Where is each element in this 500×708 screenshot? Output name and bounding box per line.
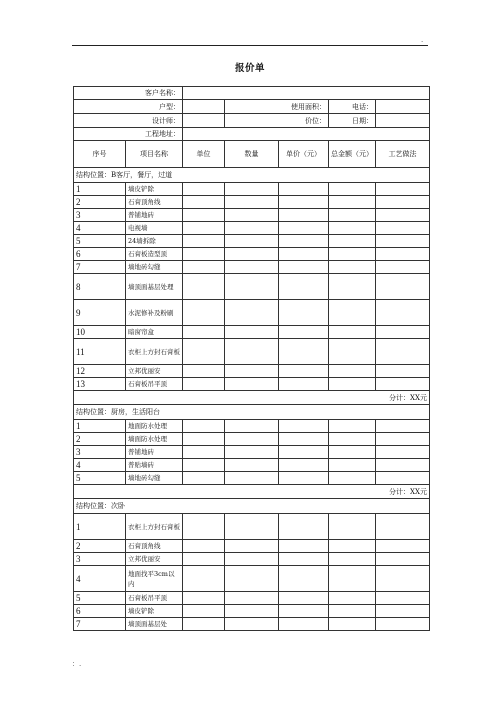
- row-unit-price-cell[interactable]: [279, 209, 329, 222]
- designer-label: 设计师：: [74, 114, 183, 128]
- address-label: 工程地址：: [74, 128, 183, 141]
- row-unit-cell[interactable]: [183, 420, 225, 433]
- row-process-cell[interactable]: [376, 446, 430, 459]
- row-item-name: 24墙拆除: [126, 235, 183, 248]
- row-qty-cell[interactable]: [225, 209, 279, 222]
- row-unit-price-cell[interactable]: [279, 618, 329, 631]
- row-number: 4: [74, 459, 126, 472]
- row-qty-cell[interactable]: [225, 514, 279, 540]
- row-qty-cell[interactable]: [225, 235, 279, 248]
- row-unit-cell[interactable]: [183, 274, 225, 300]
- table-row: [74, 300, 430, 326]
- row-total-cell[interactable]: [329, 378, 376, 391]
- row-unit-cell[interactable]: [183, 209, 225, 222]
- col-header-no: 序号: [74, 141, 126, 168]
- row-number: 2: [74, 196, 126, 209]
- row-process-cell[interactable]: [376, 378, 430, 391]
- row-unit-price-cell[interactable]: [279, 472, 329, 485]
- phone-value[interactable]: [376, 100, 430, 114]
- row-unit-price-cell[interactable]: [279, 592, 329, 605]
- footer-corner-mark: ：.: [72, 660, 82, 668]
- row-number: 3: [74, 446, 126, 459]
- row-unit-cell[interactable]: [183, 459, 225, 472]
- row-total-cell[interactable]: [329, 618, 376, 631]
- quotation-table: [73, 86, 430, 631]
- row-total-cell[interactable]: [329, 365, 376, 378]
- row-process-cell[interactable]: [376, 420, 430, 433]
- quotation-table-body: [74, 87, 430, 631]
- phone-label: 电话：: [329, 100, 376, 114]
- row-unit-price-cell[interactable]: [279, 605, 329, 618]
- row-unit-price-cell[interactable]: [279, 433, 329, 446]
- row-number: 1: [74, 420, 126, 433]
- row-process-cell[interactable]: [376, 472, 430, 485]
- row-total-cell[interactable]: [329, 235, 376, 248]
- subtotal-row: [74, 485, 430, 499]
- document-title: 报价单: [234, 63, 265, 74]
- col-header-unit: 单位: [183, 141, 225, 168]
- row-unit-cell[interactable]: [183, 300, 225, 326]
- row-process-cell[interactable]: [376, 566, 430, 592]
- row-qty-cell[interactable]: [225, 420, 279, 433]
- row-process-cell[interactable]: [376, 540, 430, 553]
- row-item-name: 电视墙: [126, 222, 183, 235]
- table-row: [74, 326, 430, 339]
- row-total-cell[interactable]: [329, 326, 376, 339]
- row-total-cell[interactable]: [329, 420, 376, 433]
- row-unit-price-cell[interactable]: [279, 326, 329, 339]
- row-qty-cell[interactable]: [225, 196, 279, 209]
- table-row: [74, 183, 430, 196]
- row-process-cell[interactable]: [376, 459, 430, 472]
- row-unit-cell[interactable]: [183, 248, 225, 261]
- row-item-name: 普铺地砖: [126, 446, 183, 459]
- info-row-customer: [74, 87, 430, 100]
- row-item-name: 地面找平3cm以内: [126, 566, 183, 592]
- row-number: 12: [74, 365, 126, 378]
- row-unit-price-cell[interactable]: [279, 274, 329, 300]
- row-unit-price-cell[interactable]: [279, 378, 329, 391]
- row-number: 4: [74, 222, 126, 235]
- table-row: [74, 446, 430, 459]
- section-label: 结构位置：厨房，生活阳台: [74, 405, 430, 420]
- row-process-cell[interactable]: [376, 553, 430, 566]
- row-number: 5: [74, 592, 126, 605]
- table-row: [74, 365, 430, 378]
- row-qty-cell[interactable]: [225, 378, 279, 391]
- column-header-row: [74, 141, 430, 168]
- row-item-name: 衣柜上方封石膏板: [126, 514, 183, 540]
- table-row: [74, 222, 430, 235]
- house-type-label: 户型：: [74, 100, 183, 114]
- info-row-designer: [74, 114, 430, 128]
- row-unit-cell[interactable]: [183, 183, 225, 196]
- row-item-name: 水泥修补及粉刷: [126, 300, 183, 326]
- row-process-cell[interactable]: [376, 274, 430, 300]
- row-item-name: 石膏板吊平顶: [126, 592, 183, 605]
- row-number: 7: [74, 261, 126, 274]
- row-number: 3: [74, 553, 126, 566]
- row-number: 6: [74, 248, 126, 261]
- row-unit-price-cell[interactable]: [279, 222, 329, 235]
- row-total-cell[interactable]: [329, 566, 376, 592]
- row-unit-cell[interactable]: [183, 433, 225, 446]
- row-item-name: 墙地砖勾缝: [126, 261, 183, 274]
- row-total-cell[interactable]: [329, 540, 376, 553]
- row-unit-cell[interactable]: [183, 566, 225, 592]
- row-process-cell[interactable]: [376, 209, 430, 222]
- table-row: [74, 261, 430, 274]
- table-row: [74, 274, 430, 300]
- table-row: [74, 433, 430, 446]
- row-qty-cell[interactable]: [225, 459, 279, 472]
- row-unit-cell[interactable]: [183, 618, 225, 631]
- row-total-cell[interactable]: [329, 459, 376, 472]
- table-row: [74, 196, 430, 209]
- row-qty-cell[interactable]: [225, 183, 279, 196]
- row-total-cell[interactable]: [329, 261, 376, 274]
- row-total-cell[interactable]: [329, 592, 376, 605]
- table-row: [74, 514, 430, 540]
- row-item-name: 地面防水处理: [126, 420, 183, 433]
- row-unit-cell[interactable]: [183, 540, 225, 553]
- table-row: [74, 248, 430, 261]
- row-unit-cell[interactable]: [183, 222, 225, 235]
- col-header-unit-price: 单价（元）: [279, 141, 329, 168]
- row-number: 8: [74, 274, 126, 300]
- row-unit-price-cell[interactable]: [279, 514, 329, 540]
- row-unit-cell[interactable]: [183, 605, 225, 618]
- customer-value[interactable]: [183, 87, 430, 100]
- row-number: 4: [74, 566, 126, 592]
- row-unit-cell[interactable]: [183, 514, 225, 540]
- row-total-cell[interactable]: [329, 553, 376, 566]
- row-number: 10: [74, 326, 126, 339]
- row-number: 1: [74, 183, 126, 196]
- row-qty-cell[interactable]: [225, 300, 279, 326]
- row-item-name: 普铺地砖: [126, 209, 183, 222]
- table-row: [74, 618, 430, 631]
- row-qty-cell[interactable]: [225, 261, 279, 274]
- row-item-name: 石膏板造型顶: [126, 248, 183, 261]
- row-qty-cell[interactable]: [225, 222, 279, 235]
- row-unit-cell[interactable]: [183, 339, 225, 365]
- row-item-name: 暗窗帘盒: [126, 326, 183, 339]
- row-qty-cell[interactable]: [225, 618, 279, 631]
- row-qty-cell[interactable]: [225, 472, 279, 485]
- row-qty-cell[interactable]: [225, 433, 279, 446]
- row-total-cell[interactable]: [329, 274, 376, 300]
- row-item-name: 墙面防水处理: [126, 433, 183, 446]
- row-item-name: 墙皮铲除: [126, 605, 183, 618]
- row-process-cell[interactable]: [376, 222, 430, 235]
- row-process-cell[interactable]: [376, 514, 430, 540]
- section-row: [74, 499, 430, 514]
- row-total-cell[interactable]: [329, 248, 376, 261]
- house-type-value[interactable]: [183, 100, 225, 114]
- info-row-house: [74, 100, 430, 114]
- row-number: 7: [74, 618, 126, 631]
- row-unit-price-cell[interactable]: [279, 540, 329, 553]
- row-item-name: 墙皮铲除: [126, 183, 183, 196]
- row-qty-cell[interactable]: [225, 274, 279, 300]
- table-row: [74, 472, 430, 485]
- header-corner-mark: .: [421, 36, 424, 44]
- row-item-name: 石膏顶角线: [126, 196, 183, 209]
- table-row: [74, 553, 430, 566]
- table-row: [74, 540, 430, 553]
- row-total-cell[interactable]: [329, 605, 376, 618]
- row-number: 1: [74, 514, 126, 540]
- row-process-cell[interactable]: [376, 592, 430, 605]
- row-process-cell[interactable]: [376, 183, 430, 196]
- row-unit-cell[interactable]: [183, 196, 225, 209]
- table-row: [74, 378, 430, 391]
- col-header-total: 总金额（元）: [329, 141, 376, 168]
- price-label: 价位：: [225, 114, 329, 128]
- row-process-cell[interactable]: [376, 196, 430, 209]
- row-item-name: 石膏顶角线: [126, 540, 183, 553]
- row-unit-cell[interactable]: [183, 261, 225, 274]
- row-unit-price-cell[interactable]: [279, 420, 329, 433]
- row-unit-price-cell[interactable]: [279, 566, 329, 592]
- row-qty-cell[interactable]: [225, 248, 279, 261]
- row-process-cell[interactable]: [376, 618, 430, 631]
- row-total-cell[interactable]: [329, 514, 376, 540]
- row-total-cell[interactable]: [329, 472, 376, 485]
- table-row: [74, 235, 430, 248]
- row-process-cell[interactable]: [376, 365, 430, 378]
- row-number: 2: [74, 540, 126, 553]
- row-item-name: 石膏板吊平顶: [126, 378, 183, 391]
- row-number: 2: [74, 433, 126, 446]
- row-qty-cell[interactable]: [225, 446, 279, 459]
- row-unit-cell[interactable]: [183, 378, 225, 391]
- row-unit-price-cell[interactable]: [279, 183, 329, 196]
- table-row: [74, 209, 430, 222]
- row-item-name: 墙顶面基层处理: [126, 274, 183, 300]
- row-unit-price-cell[interactable]: [279, 235, 329, 248]
- subtotal-row: [74, 391, 430, 405]
- row-total-cell[interactable]: [329, 183, 376, 196]
- row-process-cell[interactable]: [376, 433, 430, 446]
- section-row: [74, 168, 430, 183]
- row-number: 11: [74, 339, 126, 365]
- customer-label: 客户名称：: [74, 87, 183, 100]
- table-row: [74, 605, 430, 618]
- row-qty-cell[interactable]: [225, 326, 279, 339]
- section-label: 结构位置：B客厅，餐厅，过道: [74, 168, 430, 183]
- row-item-name: 衣柜上方封石膏板: [126, 339, 183, 365]
- row-unit-price-cell[interactable]: [279, 553, 329, 566]
- row-process-cell[interactable]: [376, 235, 430, 248]
- row-item-name: 立邦优丽安: [126, 365, 183, 378]
- row-item-name: 墙地砖勾缝: [126, 472, 183, 485]
- row-unit-cell[interactable]: [183, 365, 225, 378]
- row-total-cell[interactable]: [329, 300, 376, 326]
- designer-value[interactable]: [183, 114, 225, 128]
- table-row: [74, 566, 430, 592]
- row-number: 6: [74, 605, 126, 618]
- row-unit-cell[interactable]: [183, 446, 225, 459]
- row-unit-cell[interactable]: [183, 326, 225, 339]
- row-number: 5: [74, 472, 126, 485]
- subtotal-label: 分计：XX元: [74, 391, 430, 405]
- row-item-name: 普贴墙砖: [126, 459, 183, 472]
- table-row: [74, 459, 430, 472]
- row-number: 9: [74, 300, 126, 326]
- row-qty-cell[interactable]: [225, 365, 279, 378]
- row-qty-cell[interactable]: [225, 605, 279, 618]
- row-number: 3: [74, 209, 126, 222]
- row-total-cell[interactable]: [329, 222, 376, 235]
- row-item-name: 立邦优丽安: [126, 553, 183, 566]
- row-unit-cell[interactable]: [183, 472, 225, 485]
- row-unit-cell[interactable]: [183, 235, 225, 248]
- date-label: 日期：: [329, 114, 376, 128]
- table-row: [74, 592, 430, 605]
- address-value[interactable]: [183, 128, 430, 141]
- row-unit-price-cell[interactable]: [279, 365, 329, 378]
- row-total-cell[interactable]: [329, 446, 376, 459]
- row-total-cell[interactable]: [329, 433, 376, 446]
- date-value[interactable]: [376, 114, 430, 128]
- table-row: [74, 420, 430, 433]
- row-process-cell[interactable]: [376, 261, 430, 274]
- row-qty-cell[interactable]: [225, 339, 279, 365]
- row-qty-cell[interactable]: [225, 553, 279, 566]
- row-item-name: 墙顶面基层处: [126, 618, 183, 631]
- row-qty-cell[interactable]: [225, 566, 279, 592]
- col-header-item: 项目名称: [126, 141, 183, 168]
- row-unit-price-cell[interactable]: [279, 196, 329, 209]
- row-unit-price-cell[interactable]: [279, 446, 329, 459]
- row-total-cell[interactable]: [329, 339, 376, 365]
- row-total-cell[interactable]: [329, 196, 376, 209]
- row-unit-price-cell[interactable]: [279, 248, 329, 261]
- subtotal-label: 分计：XX元: [74, 485, 430, 499]
- row-process-cell[interactable]: [376, 605, 430, 618]
- row-process-cell[interactable]: [376, 300, 430, 326]
- row-unit-price-cell[interactable]: [279, 339, 329, 365]
- row-unit-cell[interactable]: [183, 592, 225, 605]
- row-number: 5: [74, 235, 126, 248]
- row-qty-cell[interactable]: [225, 592, 279, 605]
- row-unit-price-cell[interactable]: [279, 261, 329, 274]
- area-label: 使用面积：: [225, 100, 329, 114]
- header-rule: [72, 45, 428, 46]
- row-process-cell[interactable]: [376, 248, 430, 261]
- table-row: [74, 339, 430, 365]
- col-header-qty: 数量: [225, 141, 279, 168]
- row-process-cell[interactable]: [376, 326, 430, 339]
- row-unit-price-cell[interactable]: [279, 459, 329, 472]
- row-total-cell[interactable]: [329, 209, 376, 222]
- row-unit-price-cell[interactable]: [279, 300, 329, 326]
- info-row-address: [74, 128, 430, 141]
- row-process-cell[interactable]: [376, 339, 430, 365]
- col-header-process: 工艺做法: [376, 141, 430, 168]
- section-label: 结构位置：次卧: [74, 499, 430, 514]
- row-qty-cell[interactable]: [225, 540, 279, 553]
- row-number: 13: [74, 378, 126, 391]
- section-row: [74, 405, 430, 420]
- row-unit-cell[interactable]: [183, 553, 225, 566]
